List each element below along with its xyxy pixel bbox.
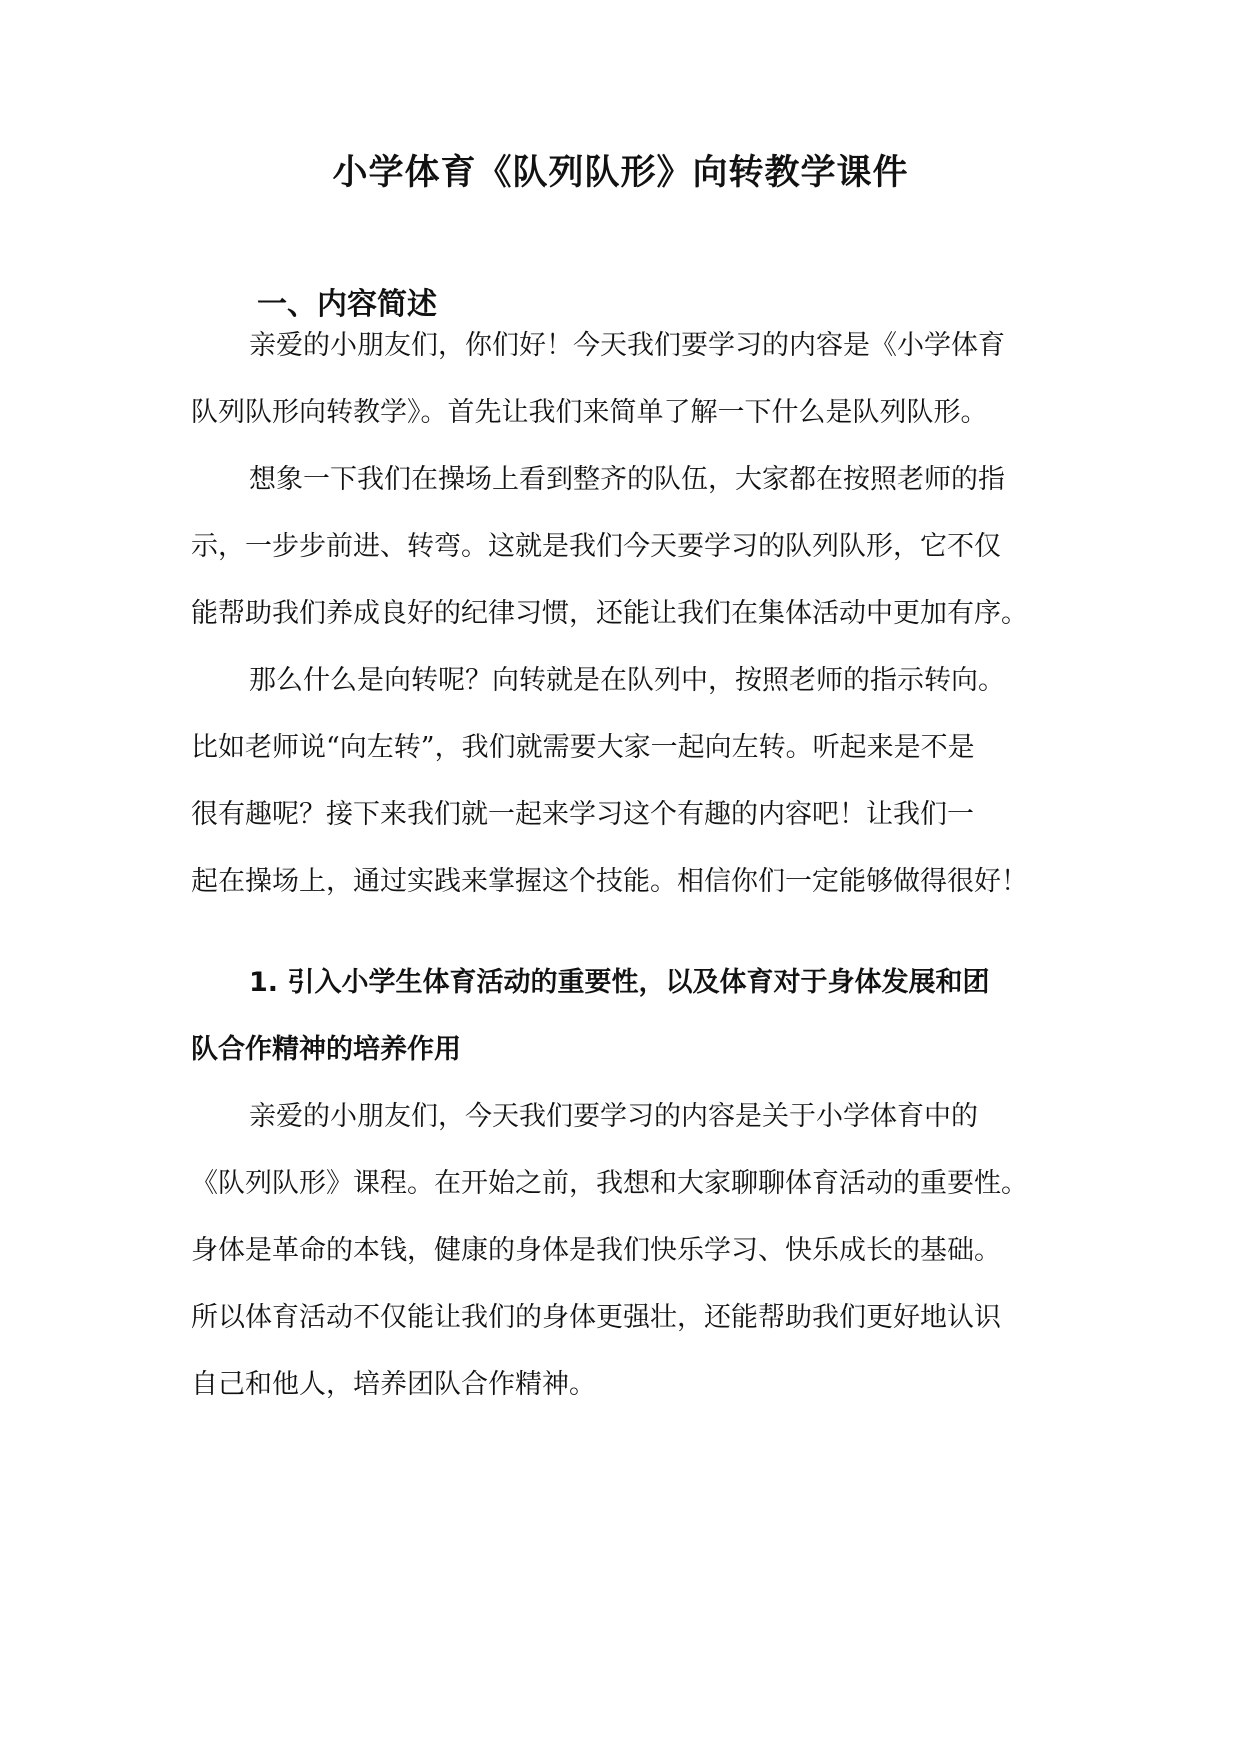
- paragraph-line: 亲爱的小朋友们，你们好！今天我们要学习的内容是《小学体育: [249, 330, 1005, 361]
- paragraph-line: 想象一下我们在操场上看到整齐的队伍，大家都在按照老师的指: [249, 464, 1005, 495]
- paragraph-line: 起在操场上，通过实践来掌握这个技能。相信你们一定能够做得很好！: [191, 866, 1028, 897]
- paragraph-line: 很有趣呢？接下来我们就一起来学习这个有趣的内容吧！让我们一: [191, 799, 974, 830]
- paragraph-line: 队列队形向转教学》。首先让我们来简单了解一下什么是队列队形。: [191, 397, 988, 428]
- paragraph-line: 所以体育活动不仅能让我们的身体更强壮，还能帮助我们更好地认识: [191, 1302, 1001, 1333]
- paragraph-line: 能帮助我们养成良好的纪律习惯，还能让我们在集体活动中更加有序。: [191, 598, 1028, 629]
- paragraph-line: 《队列队形》课程。在开始之前，我想和大家聊聊体育活动的重要性。: [191, 1168, 1028, 1199]
- paragraph-line: 那么什么是向转呢？向转就是在队列中，按照老师的指示转向。: [249, 665, 1005, 696]
- paragraph-line: 示，一步步前进、转弯。这就是我们今天要学习的队列队形，它不仅: [191, 531, 1001, 562]
- subsection-heading: 1. 引入小学生体育活动的重要性，以及体育对于身体发展和团: [249, 967, 990, 998]
- paragraph-line: 亲爱的小朋友们，今天我们要学习的内容是关于小学体育中的: [249, 1101, 978, 1132]
- subsection-heading: 队合作精神的培养作用: [191, 1034, 461, 1065]
- document-title: 小学体育《队列队形》向转教学课件: [332, 153, 909, 193]
- section-heading: 一、内容简述: [257, 287, 437, 322]
- paragraph-line: 自己和他人，培养团队合作精神。: [191, 1369, 596, 1400]
- paragraph-line: 身体是革命的本钱，健康的身体是我们快乐学习、快乐成长的基础。: [191, 1235, 1001, 1266]
- paragraph-line: 比如老师说“向左转”，我们就需要大家一起向左转。听起来是不是: [191, 732, 975, 763]
